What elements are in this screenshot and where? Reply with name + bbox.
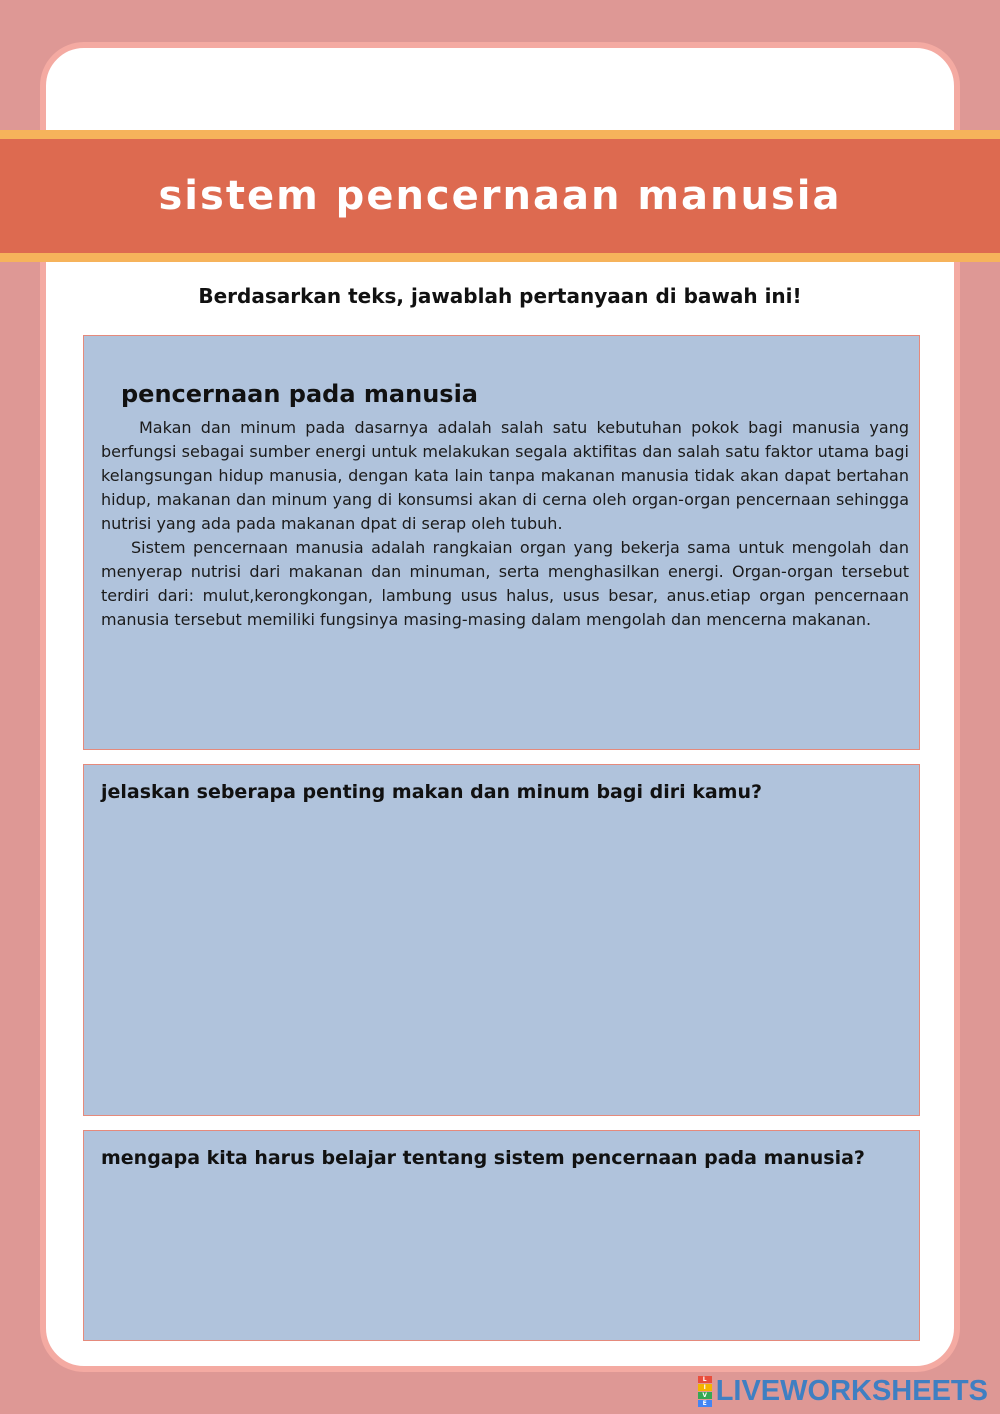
liveworksheets-logo-icon [698, 1376, 712, 1407]
answer-area-2[interactable] [101, 1191, 902, 1326]
reading-title: pencernaan pada manusia [121, 380, 478, 408]
question-box-2 [83, 1130, 920, 1341]
answer-area-1[interactable] [101, 825, 902, 1101]
logo-letter: I [698, 1384, 712, 1391]
title-banner [0, 130, 1000, 262]
reading-passage [83, 335, 920, 750]
question-2-text: mengapa kita harus belajar tentang sistem pencernaan pada manusia? [101, 1147, 865, 1169]
logo-letter: E [698, 1400, 712, 1407]
question-box-1 [83, 764, 920, 1116]
logo-letter: L [698, 1376, 712, 1383]
logo-letter: V [698, 1392, 712, 1399]
reading-paragraph: Makan dan minum pada dasarnya adalah salah satu kebutuhan pokok bagi manusia yang berfungsi sebagai sumber energi untuk melakukan segala aktifitas dan salah satu faktor utama bagi kelangsungan hidup manusia, dengan kata lain tanpa makanan manusia tidak akan dapat bertahan hidup, makanan dan minum yang di konsumsi akan di cerna oleh organ-organ pencernaan sehingga nutrisi yang ada pada makanan dpat di serap oleh tubuh. [101, 418, 909, 533]
reading-paragraph: Sistem pencernaan manusia adalah rangkaian organ yang bekerja sama untuk mengolah dan menyerap nutrisi dari makanan dan minuman, serta menghasilkan energi. Organ-organ tersebut terdiri dari: mulut,kerongkongan, lambung usus halus, usus besar, anus.etiap organ pencernaan manusia tersebut memiliki fungsinya masing-masing dalam mengolah dan mencerna makanan. [101, 538, 909, 629]
reading-body [101, 416, 909, 632]
brand-name: LIVEWORKSHEETS [715, 1375, 988, 1407]
page-title: sistem pencernaan manusia [158, 173, 842, 219]
instruction-text: Berdasarkan teks, jawablah pertanyaan di bawah ini! [198, 284, 802, 308]
liveworksheets-brand [698, 1375, 988, 1408]
question-1-text: jelaskan seberapa penting makan dan minum bagi diri kamu? [101, 781, 763, 803]
